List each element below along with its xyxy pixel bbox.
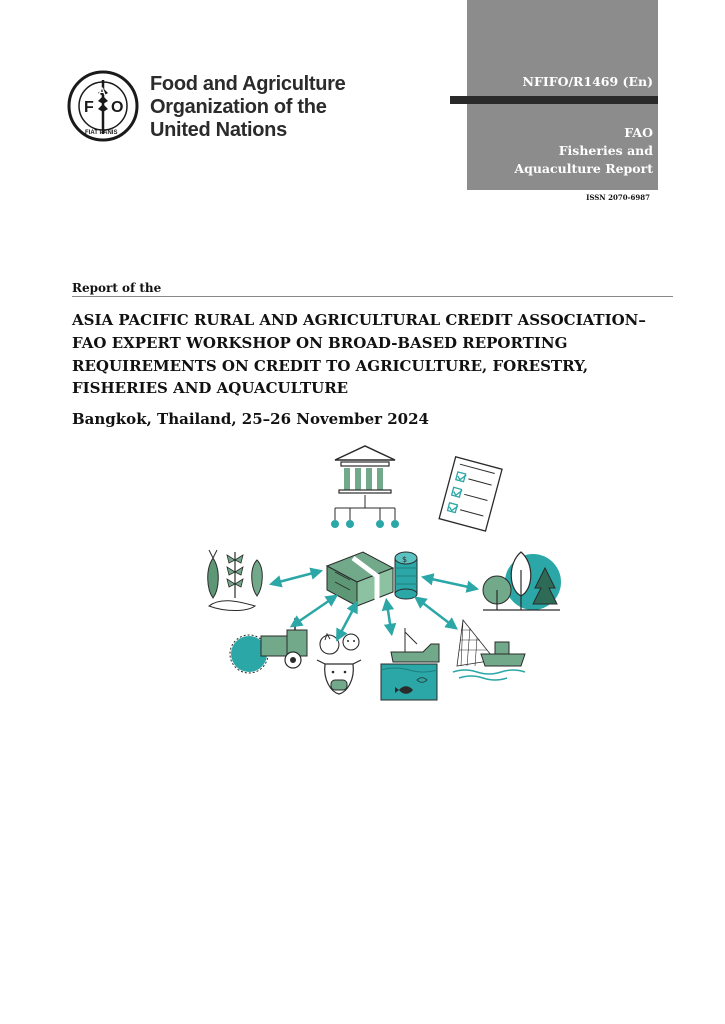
crops-icon — [208, 550, 263, 611]
fao-wheat-emblem-icon — [67, 70, 139, 142]
bank-icon — [331, 446, 399, 528]
checklist-document-icon — [439, 457, 502, 531]
series-divider — [450, 96, 658, 104]
title-line-1: ASIA PACIFIC RURAL AND AGRICULTURAL CREDIT ASSOCIATION– — [72, 311, 646, 329]
place-date: Bangkok, Thailand, 25–26 November 2024 — [72, 410, 429, 428]
series-name-line-2: Fisheries and — [558, 143, 653, 158]
logo-motto: FIAT PANIS — [85, 130, 118, 136]
issn-number: ISSN 2070-6987 — [586, 193, 650, 202]
livestock-icon — [317, 634, 361, 694]
forest-icon — [483, 552, 561, 610]
fish-pond-icon — [381, 628, 439, 700]
title-line-4: FISHERIES AND AQUACULTURE — [72, 379, 349, 397]
org-name-line-2: Organization of the — [150, 96, 327, 118]
title-rule — [72, 296, 673, 297]
coins-icon — [395, 552, 417, 599]
logo-letter-a: A — [98, 86, 106, 98]
tractor-icon — [230, 618, 307, 673]
logo-letter-o: O — [111, 99, 124, 116]
credit-illustration — [195, 440, 565, 710]
title-line-3: REQUIREMENTS ON CREDIT TO AGRICULTURE, FORESTRY, — [72, 357, 589, 375]
logo-letter-f: F — [84, 99, 94, 116]
org-name-line-3: United Nations — [150, 119, 287, 141]
org-name-line-1: Food and Agriculture — [150, 73, 346, 95]
series-name-line-3: Aquaculture Report — [514, 161, 653, 176]
report-prefix: Report of the — [72, 281, 162, 295]
svg-text:$: $ — [402, 555, 408, 564]
series-code: NFIFO/R1469 (En) — [522, 74, 653, 89]
series-name-line-1: FAO — [624, 125, 653, 140]
fishing-boat-icon — [453, 620, 525, 680]
money-stack-icon — [327, 552, 393, 606]
title-line-2: FAO EXPERT WORKSHOP ON BROAD-BASED REPORTING — [72, 334, 568, 352]
